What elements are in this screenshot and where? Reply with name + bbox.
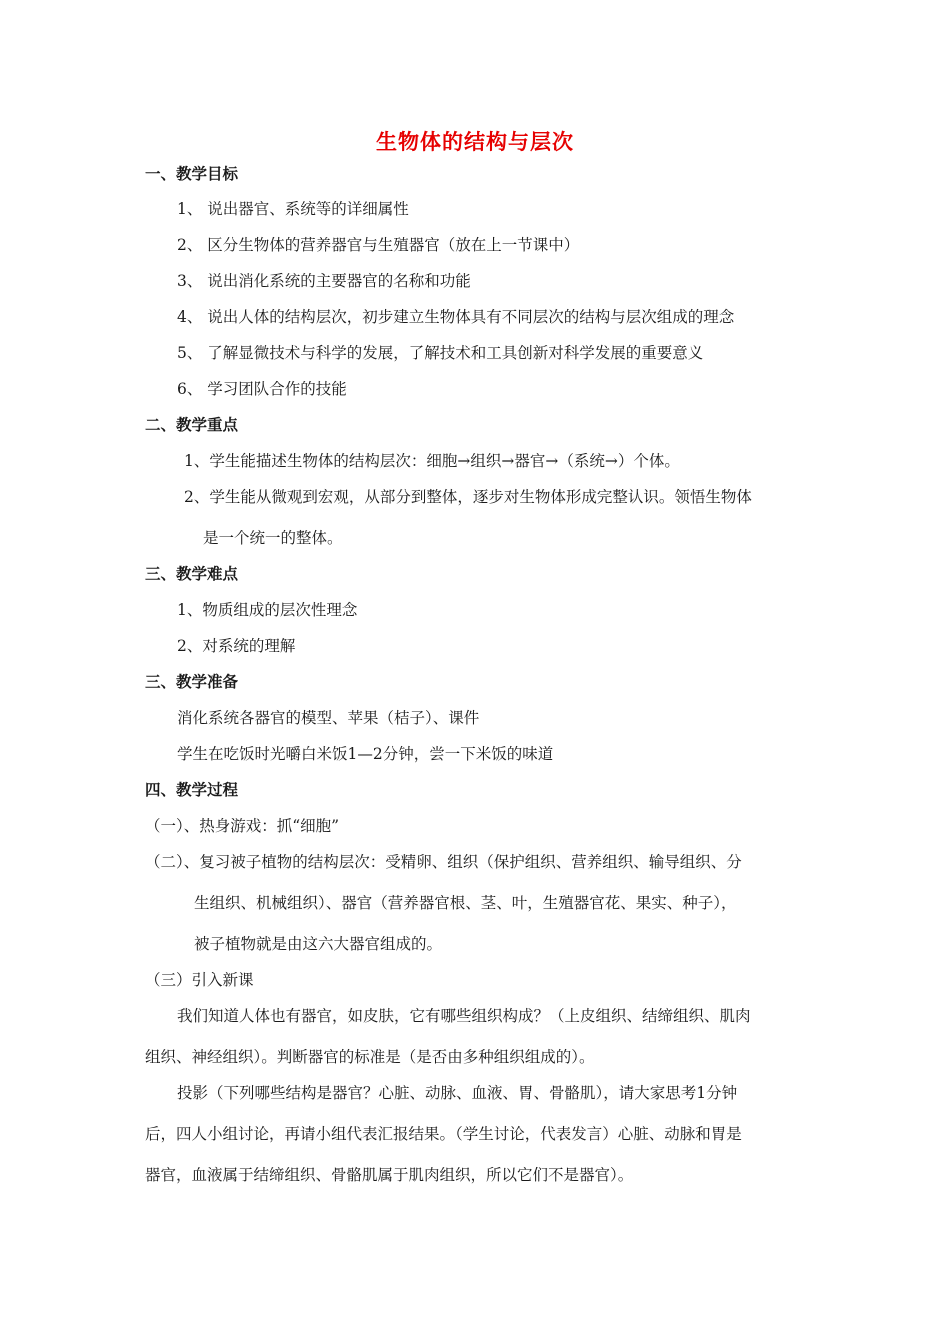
difficulty-item: 1、物质组成的层次性理念 [177, 601, 358, 619]
objective-item: 5、 了解显微技术与科学的发展，了解技术和工具创新对科学发展的重要意义 [177, 344, 704, 362]
objective-item: 3、 说出消化系统的主要器官的名称和功能 [177, 272, 471, 290]
section-heading-process: 四、教学过程 [145, 781, 239, 799]
process-line: 器官，血液属于结缔组织、骨骼肌属于肌肉组织，所以它们不是器官）。 [145, 1166, 634, 1184]
process-line: 生组织、机械组织）、器官（营养器官根、茎、叶，生殖器官花、果实、种子）， [194, 894, 737, 912]
document-title: 生物体的结构与层次 [376, 130, 574, 154]
section-heading-key-points: 二、教学重点 [145, 416, 239, 434]
process-line: 投影（下列哪些结构是器官？心脏、动脉、血液、胃、骨骼肌），请大家思考1分钟 [177, 1084, 738, 1102]
process-line: 被子植物就是由这六大器官组成的。 [194, 935, 443, 953]
process-line: 后，四人小组讨论，再请小组代表汇报结果。（学生讨论，代表发言）心脏、动脉和胃是 [145, 1125, 742, 1143]
process-line: （一）、热身游戏：抓“细胞” [145, 817, 340, 835]
objective-item: 6、 学习团队合作的技能 [177, 380, 347, 398]
objective-item: 4、 说出人体的结构层次，初步建立生物体具有不同层次的结构与层次组成的理念 [177, 308, 735, 326]
section-heading-difficulties: 三、教学难点 [145, 565, 239, 583]
objective-item: 1、 说出器官、系统等的详细属性 [177, 200, 409, 218]
process-line: （二）、复习被子植物的结构层次：受精卵、组织（保护组织、营养组织、输导组织、分 [145, 853, 742, 871]
process-line: 我们知道人体也有器官，如皮肤，它有哪些组织构成？（上皮组织、结缔组织、肌肉 [177, 1007, 751, 1025]
key-point-continuation: 是一个统一的整体。 [203, 529, 343, 547]
section-heading-objectives: 一、教学目标 [145, 165, 239, 183]
preparation-item: 学生在吃饭时光嚼白米饭1—2分钟，尝一下米饭的味道 [177, 745, 554, 763]
difficulty-item: 2、对系统的理解 [177, 637, 296, 655]
key-point-item: 1、学生能描述生物体的结构层次：细胞→组织→器官→（系统→）个体。 [184, 452, 680, 470]
key-point-item: 2、学生能从微观到宏观，从部分到整体，逐步对生物体形成完整认识。领悟生物体 [184, 488, 752, 506]
section-heading-preparation: 三、教学准备 [145, 673, 239, 691]
objective-item: 2、 区分生物体的营养器官与生殖器官（放在上一节课中） [177, 236, 580, 254]
process-line: 组织、神经组织）。判断器官的标准是（是否由多种组织组成的）。 [145, 1048, 595, 1066]
process-line: （三）引入新课 [145, 971, 254, 989]
preparation-item: 消化系统各器官的模型、苹果（桔子）、课件 [177, 709, 480, 727]
